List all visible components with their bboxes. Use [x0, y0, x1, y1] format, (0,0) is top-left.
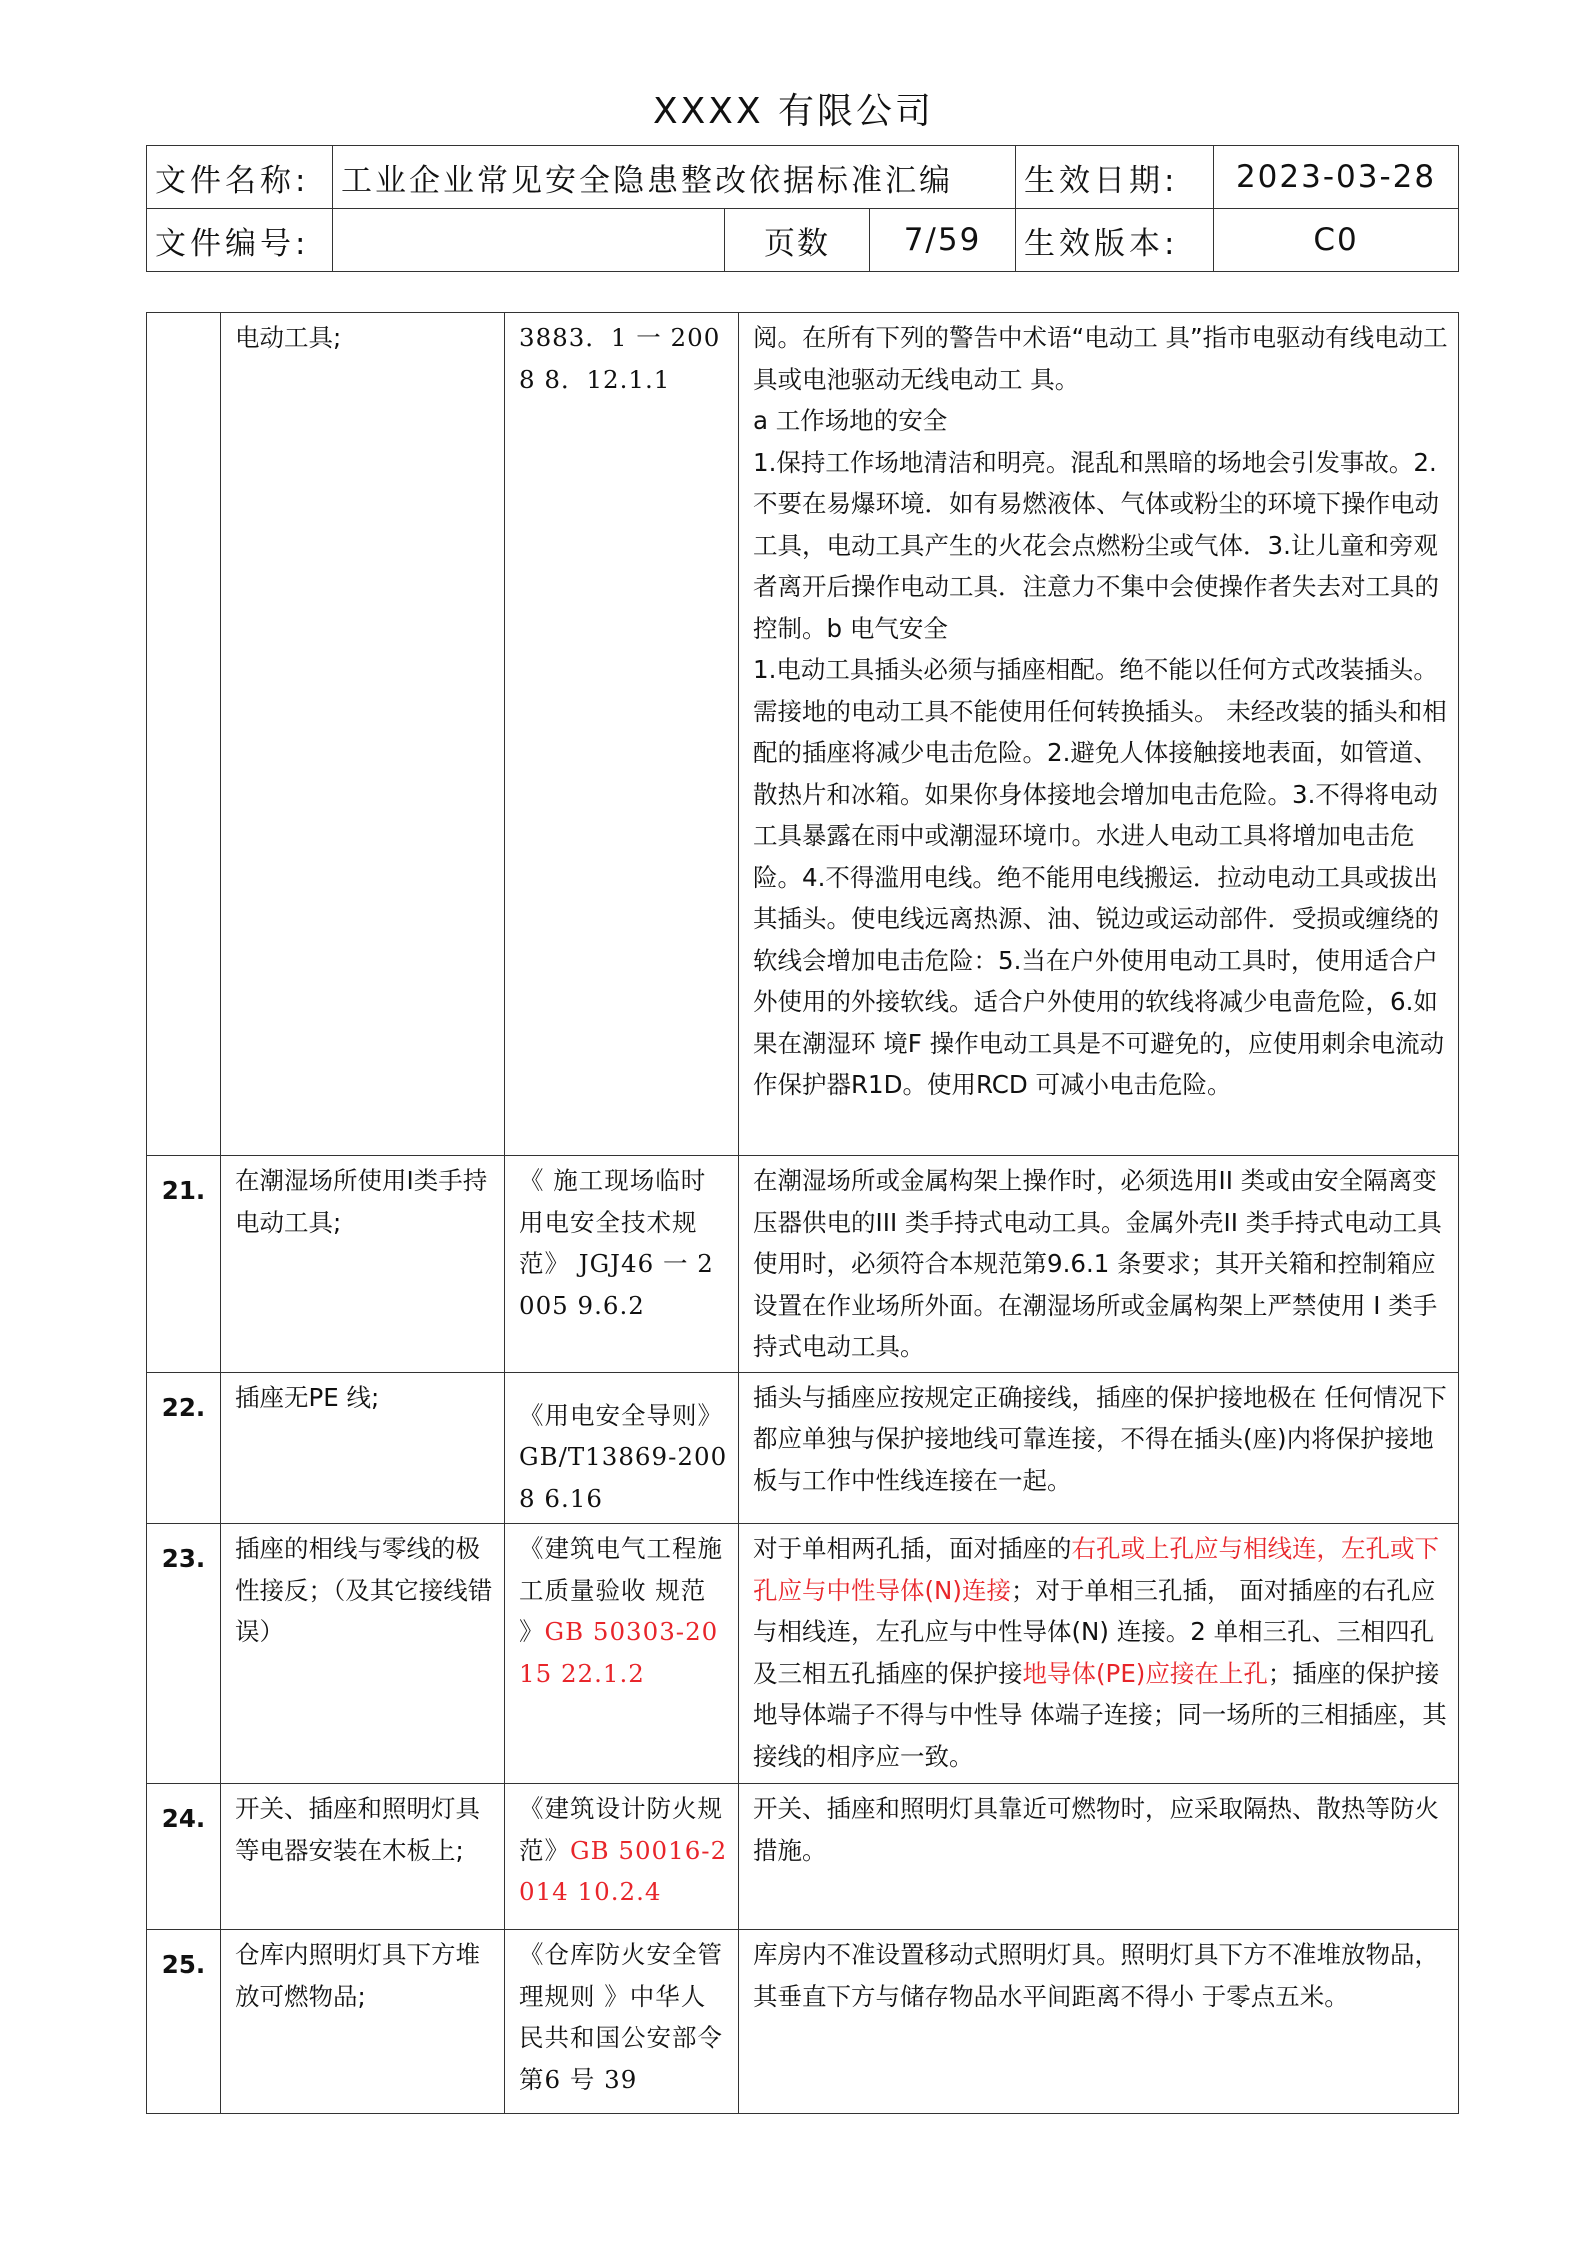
hazard-standards-table — [146, 312, 1459, 2114]
table-row — [147, 1156, 1459, 1373]
pages-label: 页数 — [725, 209, 870, 272]
standard-reference: 《仓库防火安全管理规则 》中华人民共和国公安部令第6 号 39 — [505, 1930, 739, 2114]
rectification-requirement — [739, 313, 1459, 1156]
standard-reference: 《 施工现场临时用电安全技术规范》 JGJ46 一 2005 9.6.2 — [505, 1156, 739, 1373]
version-label: 生效版本: — [1016, 209, 1214, 272]
row-number: 25. — [147, 1930, 221, 2114]
standard-title: 《建筑设计防火规范》 — [519, 1794, 723, 1865]
table-row — [147, 1372, 1459, 1524]
requirement-paragraph: a 工作场地的安全 — [753, 406, 948, 435]
requirement-paragraph: 1.保持工作场地清洁和明亮。混乱和黑暗的场地会引发事故。2.不要在易爆环境．如有易燃液体、气体或粉尘的环境下操作电动工具，电动工具产生的火花会点燃粉尘或气体．3.让儿童和旁观者离开后操作电动工具．注意力不集中会使操作者失去对工具的控制。b 电气安全 — [753, 447, 1439, 643]
requirement-paragraph: 1.电动工具插头必须与插座相配。绝不能以任何方式改装插头。需接地的电动工具不能使用任何转换插头。 未经改装的插头和相配的插座将减少电击危险。2.避免人体接触接地表面，如管道、散热片和冰箱。如果你身体接地会增加电击危险。3.不得将电动工具暴露在雨中或潮湿环境巾。水进人电动工具将增加电击危险。4.不得滥用电线。绝不能用电线搬运．拉动电动工具或拔出其插头。使电线远离热源、油、锐边或运动部件．受损或缠绕的软线会增加电击危险：5.当在户外使用电动工具时，使用适合户外使用的外接软线。适合户外使用的软线将减少电啬危险，6.如果在潮湿环 境F 操作电动工具是不可避免的，应使用刺余电流动作保护器R1D。使用RCD 可减小电击危险。 — [753, 655, 1447, 1099]
rectification-requirement: 开关、插座和照明灯具靠近可燃物时，应采取隔热、散热等防火措施。 — [739, 1784, 1459, 1930]
table-row — [147, 1524, 1459, 1784]
file-name-label: 文件名称: — [147, 146, 333, 209]
pages-value: 7/59 — [870, 209, 1016, 272]
hazard-description: 仓库内照明灯具下方堆放可燃物品; — [221, 1930, 505, 2114]
hazard-description: 在潮湿场所使用Ⅰ类手持电动工具; — [221, 1156, 505, 1373]
standard-reference: 《用电安全导则》GB/T13869-2008 6.16 — [505, 1372, 739, 1524]
row-number: 22. — [147, 1372, 221, 1524]
standard-code: GB 50016-2014 10.2.4 — [519, 1835, 728, 1906]
standard-reference — [505, 1524, 739, 1784]
file-no-label: 文件编号: — [147, 209, 333, 272]
requirement-paragraph: 阅。在所有下列的警告中术语“电动工 具”指市电驱动有线电动工具或电池驱动无线电动工 具。 — [753, 323, 1448, 394]
file-name-value: 工业企业常见安全隐患整改依据标准汇编 — [333, 146, 1016, 209]
hazard-description: 插座的相线与零线的极性接反；（及其它接线错误） — [221, 1524, 505, 1784]
requirement-highlight: 地导体(PE)应接在上孔 — [1022, 1658, 1268, 1688]
row-number — [147, 313, 221, 1156]
effective-date-value: 2023-03-28 — [1214, 146, 1459, 209]
rectification-requirement: 库房内不准设置移动式照明灯具。照明灯具下方不准堆放物品，其垂直下方与储存物品水平间距离不得小 于零点五米。 — [739, 1930, 1459, 2114]
standard-reference — [505, 1784, 739, 1930]
company-title: XXXX 有限公司 — [652, 91, 935, 132]
rectification-requirement — [739, 1524, 1459, 1784]
rectification-requirement: 插头与插座应按规定正确接线，插座的保护接地极在 任何情况下都应单独与保护接地线可靠连接，不得在插头(座)内将保护接地板与工作中性线连接在一起。 — [739, 1372, 1459, 1524]
version-value: C0 — [1214, 209, 1459, 272]
table-row — [147, 313, 1459, 1156]
hazard-description: 开关、插座和照明灯具等电器安装在木板上; — [221, 1784, 505, 1930]
rectification-requirement: 在潮湿场所或金属构架上操作时，必须选用II 类或由安全隔离变压器供电的III 类手持式电动工具。金属外壳II 类手持式电动工具使用时，必须符合本规范第9.6.1 条要求；其开关箱和控制箱应设置在作业场所外面。在潮湿场所或金属构架上严禁使用 I 类手持式电动工具。 — [739, 1156, 1459, 1373]
requirement-text: 对于单相两孔插，面对插座的 — [753, 1534, 1072, 1563]
hazard-description: 电动工具; — [221, 313, 505, 1156]
standard-title: 《建筑电气工程施工质量验收 规范 》 — [519, 1534, 723, 1646]
table-row — [147, 1930, 1459, 2114]
requirement-text: ；插座的保护接地导体端子不得与中性导 体端子连接；同一场所的三相插座，其接线的相序应一致。 — [753, 1658, 1447, 1771]
row-number: 24. — [147, 1784, 221, 1930]
document-header-table — [146, 145, 1459, 272]
row-number: 21. — [147, 1156, 221, 1373]
row-number: 23. — [147, 1524, 221, 1784]
table-row — [147, 1784, 1459, 1930]
standard-reference: 3883．1 一 2008 8．12.1.1 — [505, 313, 739, 1156]
hazard-description: 插座无PE 线; — [221, 1372, 505, 1524]
standard-code: GB 50303-2015 22.1.2 — [519, 1617, 719, 1688]
file-no-value — [333, 209, 725, 272]
requirement-highlight: 右孔或上孔应与相线连，左孔或下孔应与中性导体(N)连接 — [753, 1534, 1439, 1605]
effective-date-label: 生效日期: — [1016, 146, 1214, 209]
requirement-text: ；对于单相三孔插， 面对插座的右孔应与相线连，左孔应与中性导体(N) 连接。2 单相三孔、三相四孔及三相五孔插座的保护接 — [753, 1575, 1436, 1688]
